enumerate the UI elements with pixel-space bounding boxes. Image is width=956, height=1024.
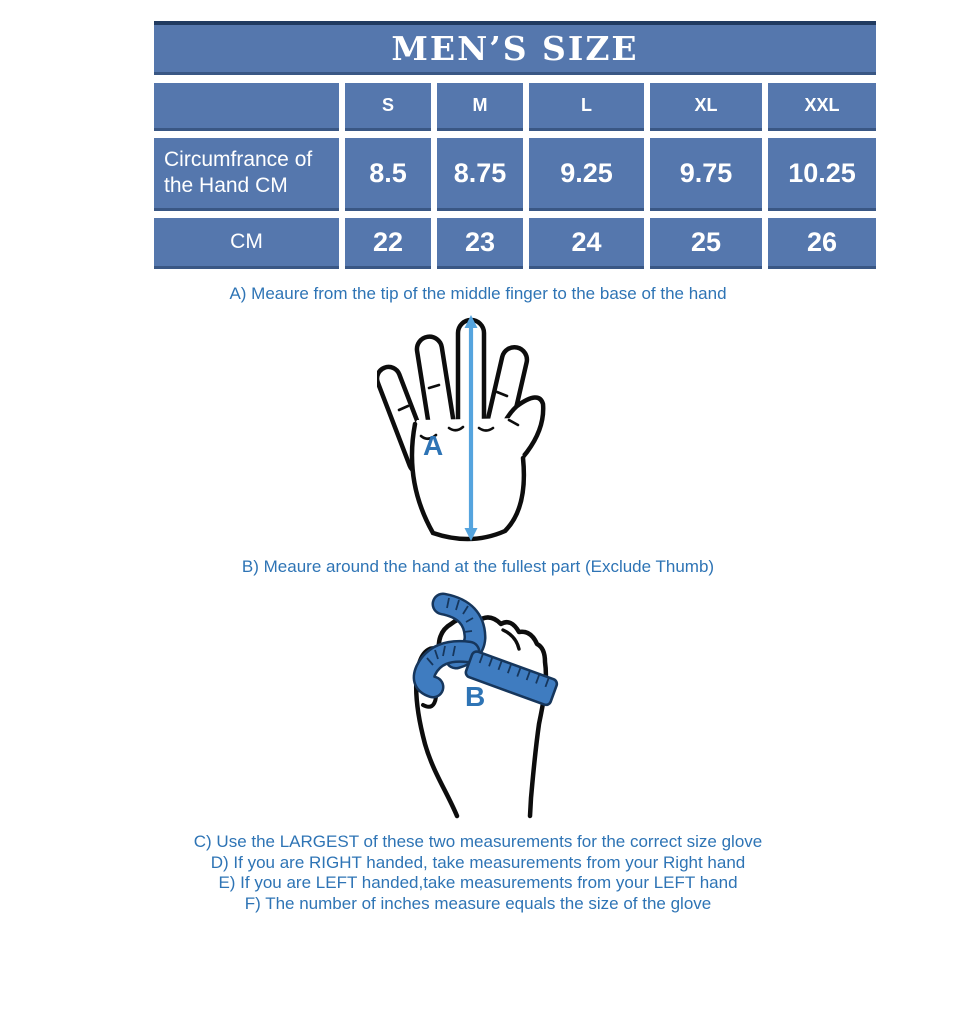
col-header-xl: XL	[650, 83, 762, 131]
instruction-a: A) Meaure from the tip of the middle finger to the base of the hand	[229, 284, 727, 303]
circumference-value-l: 9.25	[529, 138, 644, 211]
cm-value-xl: 25	[650, 218, 762, 269]
cm-value-s: 22	[345, 218, 431, 269]
circumference-value-xl: 9.75	[650, 138, 762, 211]
cm-value-l: 24	[529, 218, 644, 269]
instruction-b: B) Meaure around the hand at the fullest part (Exclude Thumb)	[241, 557, 715, 576]
corner-cell	[154, 83, 339, 131]
circumference-value-m: 8.75	[437, 138, 523, 211]
circumference-value-s: 8.5	[345, 138, 431, 211]
col-header-m: M	[437, 83, 523, 131]
size-grid	[154, 83, 876, 269]
fist-measure-label: B	[465, 681, 486, 712]
instruction-d: D) If you are RIGHT handed, take measurements from your Right hand	[210, 852, 746, 872]
row-label-cm: CM	[154, 218, 339, 269]
table-title: MEN’S SIZE	[154, 21, 876, 75]
cm-value-xxl: 26	[768, 218, 876, 269]
mens-size-table	[154, 21, 876, 269]
instruction-list	[0, 832, 956, 914]
instruction-c: C) Use the LARGEST of these two measurements for the correct size glove	[193, 832, 763, 851]
row-label-circumference: Circumfrance of the Hand CM	[154, 138, 339, 211]
instruction-e: E) If you are LEFT handed,take measurements from your LEFT hand	[218, 873, 738, 892]
instruction-f: F) The number of inches measure equals the size of the glove	[244, 893, 712, 913]
circumference-value-xxl: 10.25	[768, 138, 876, 211]
col-header-xxl: XXL	[768, 83, 876, 131]
col-header-s: S	[345, 83, 431, 131]
fist-circumference-measure-icon	[393, 586, 581, 822]
cm-value-m: 23	[437, 218, 523, 269]
col-header-l: L	[529, 83, 644, 131]
hand-measure-label: A	[423, 430, 444, 461]
open-hand-length-measure-icon	[377, 312, 559, 544]
